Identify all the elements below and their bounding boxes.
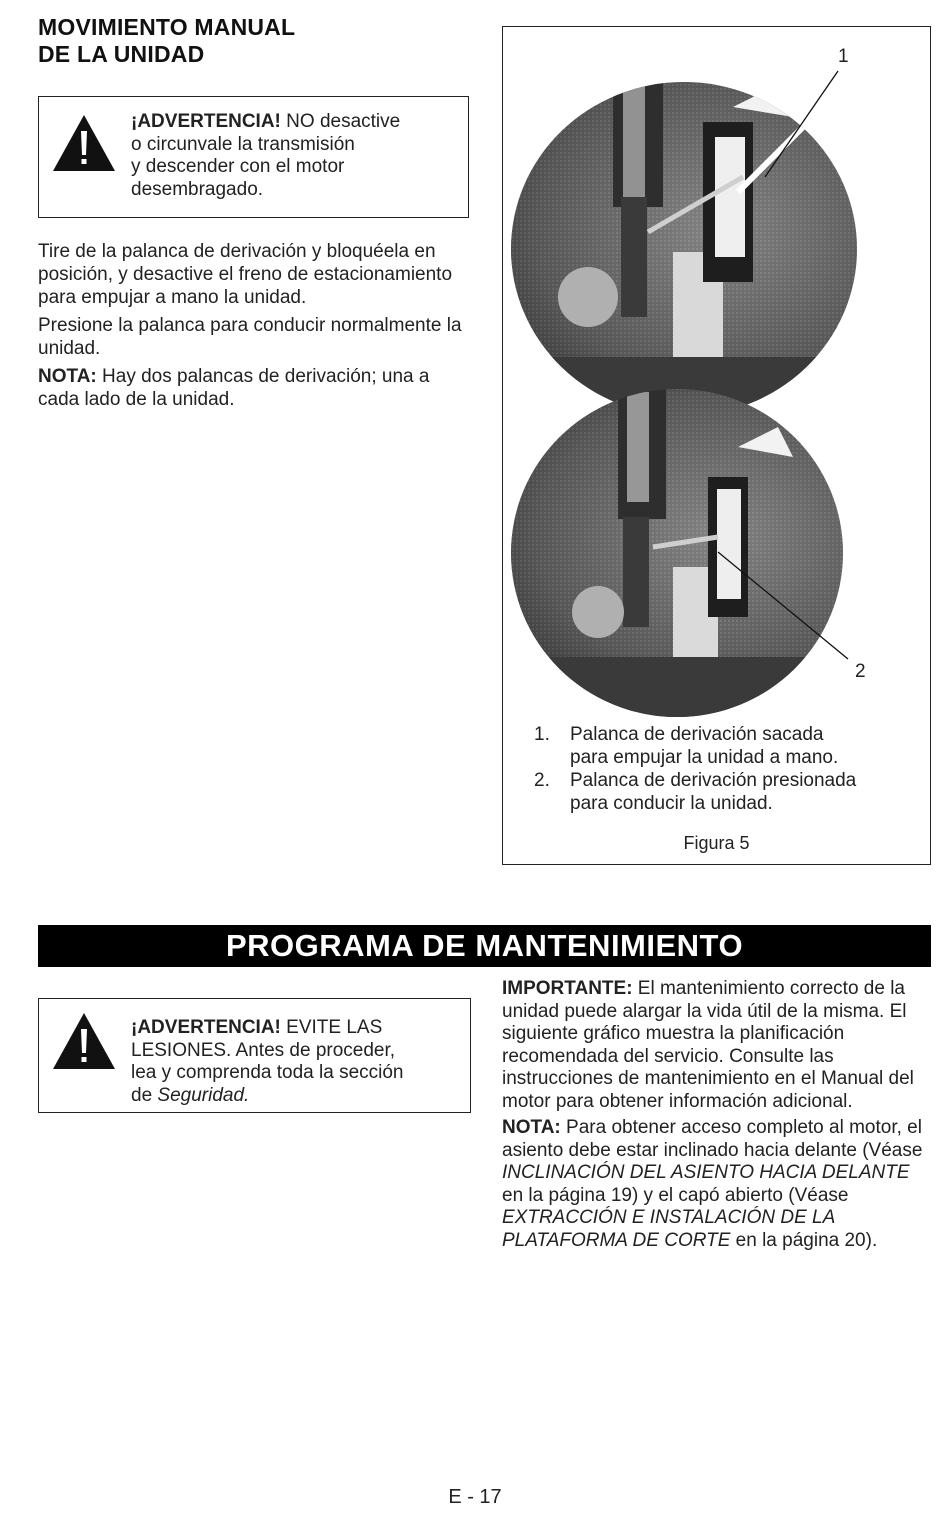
section-title (38, 14, 478, 68)
page-number: E - 17 (448, 1486, 502, 1508)
warning-text (131, 1017, 466, 1107)
list-item (534, 769, 914, 815)
importante-text: El mantenimiento correcto de la unidad puede alargar la vida útil de la misma. El siguiente gráfico muestra la planificación recomendada del servicio. Consulte las instrucciones de mantenimiento en el Manual del motor para obtener información adicional. (502, 978, 914, 1112)
section-title-line1: MOVIMIENTO MANUAL (38, 14, 296, 40)
callout-1-number: 1 (838, 46, 849, 67)
paragraph-2: Presione la palanca para conducir normalmente la unidad. (38, 315, 462, 359)
list-item-text: Palanca de derivación presionada (570, 770, 857, 791)
callout-2-number: 2 (855, 661, 866, 682)
safety-reference: Seguridad. (157, 1084, 250, 1106)
section-title-line2: DE LA UNIDAD (38, 41, 205, 67)
warning-line3: y descender con el motor (131, 156, 345, 177)
warning-label: ¡ADVERTENCIA! (131, 111, 281, 132)
warning-triangle-icon (51, 1011, 117, 1071)
maintenance-text (502, 978, 932, 1256)
note-label: NOTA: (38, 366, 97, 387)
warning-line3: lea y comprenda toda la sección (131, 1062, 404, 1083)
list-item-number: 1. (534, 724, 550, 745)
warning-label: ¡ADVERTENCIA! (131, 1017, 281, 1038)
figure-legend-list (534, 723, 914, 815)
list-item-text: para conducir la unidad. (570, 793, 773, 814)
warning-triangle-icon (51, 113, 117, 173)
warning-line4: desembragado. (131, 178, 264, 200)
figure-caption: Figura 5 (683, 833, 750, 853)
list-item-number: 2. (534, 770, 550, 791)
note-reference-1: INCLINACIÓN DEL ASIENTO HACIA DELANTE (502, 1162, 910, 1183)
photo-lever-pulled (503, 67, 930, 427)
list-item-text: Palanca de derivación sacada (570, 724, 824, 745)
importante-paragraph (502, 978, 932, 1113)
note-label: NOTA: (502, 1117, 561, 1138)
figure-5-photos (503, 27, 930, 717)
warning-box-bypass (38, 96, 469, 218)
list-item-text: para empujar la unidad a mano. (570, 747, 839, 768)
warning-text (131, 111, 461, 201)
warning-line1: EVITE LAS (280, 1017, 383, 1038)
note-text: Hay dos palancas de derivación; una a cada lado de la unidad. (38, 366, 430, 410)
warning-line1: NO desactive (280, 111, 401, 132)
warning-line4: de Seguridad. (131, 1084, 250, 1106)
paragraph-1: Tire de la palanca de derivación y bloquéela en posición, y desactive el freno de estacionamiento para empujar a mano la unidad. (38, 241, 453, 308)
note-text: en la página 20). (730, 1229, 878, 1251)
maintenance-banner: PROGRAMA DE MANTENIMIENTO (38, 925, 931, 967)
warning-box-safety (38, 998, 471, 1113)
note-text: en la página 19) y el capó abierto (Véase (502, 1184, 849, 1206)
note-reference-2: EXTRACCIÓN E INSTALACIÓN DE LA PLATAFORMA DE CORTE (502, 1207, 835, 1251)
note-paragraph (38, 365, 470, 411)
warning-line2: o circunvale la transmisión (131, 133, 355, 155)
warning-line2: LESIONES. Antes de proceder, (131, 1039, 396, 1061)
photo-lever-pressed (503, 387, 930, 717)
list-item (534, 723, 914, 769)
note-text: Para obtener acceso completo al motor, el asiento debe estar inclinado hacia delante (Véase (502, 1117, 923, 1161)
importante-label: IMPORTANTE: (502, 978, 633, 999)
bypass-instructions (38, 240, 470, 416)
note-paragraph (502, 1117, 932, 1252)
